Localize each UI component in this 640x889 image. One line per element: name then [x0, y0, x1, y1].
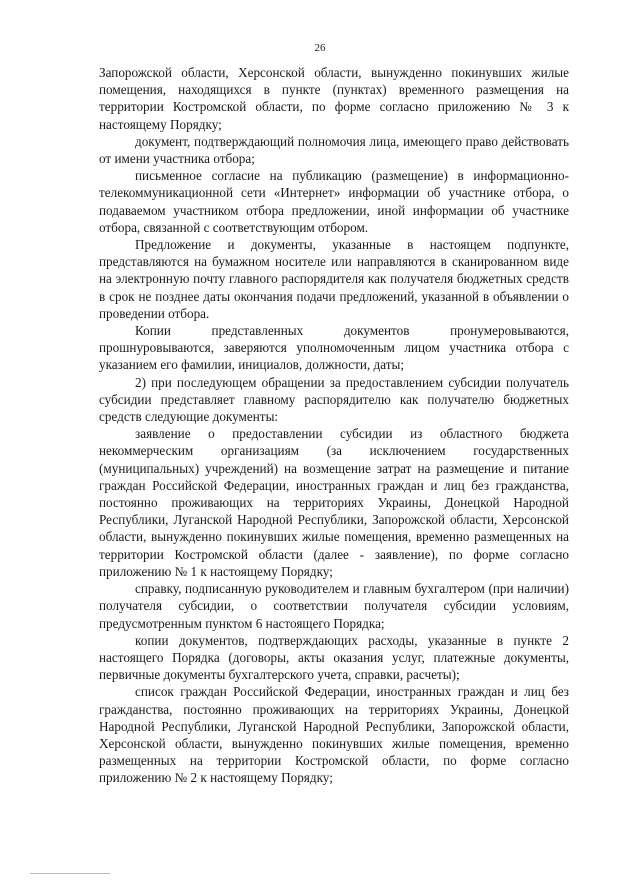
paragraph: Копии представленных документов пронумеровываются, прошнуровываются, заверяются уполномоченным лицом участника отбора с указанием его фамилии, инициалов, должности, даты; — [99, 323, 569, 373]
paragraph: копии документов, подтверждающих расходы, указанные в пункте 2 настоящего Порядка (договоры, акты оказания услуг, платежные документы, первичные документы бухгалтерского учета, справки, расчеты); — [99, 632, 569, 683]
paragraph: список граждан Российской Федерации, иностранных граждан и лиц без гражданства, постоянно проживающих на территориях Украины, Донецкой Народной Республики, Луганской Народной Республики, Запорожской области, Херсонской области, вынужденно покинувших жилые помещения, временно размещенных на территории Костромской области, по форме согласно приложению № 2 к настоящему Порядку; — [99, 684, 569, 786]
page-number: 26 — [314, 42, 326, 54]
paragraph: письменное согласие на публикацию (размещение) в информационно-телекоммуникационной сети «Интернет» информации об участнике отбора, о подаваемом участником отбора предложении, иной информации об участнике отбора, связанной с соответствующим отбором. — [99, 168, 569, 235]
document-body — [99, 64, 569, 787]
paragraph: 2) при последующем обращении за предоставлением субсидии получатель субсидии представляет главному распорядителю как получателю бюджетных средств следующие документы: — [99, 374, 569, 425]
paragraph: справку, подписанную руководителем и главным бухгалтером (при наличии) получателя субсидии, о соответствии получателя субсидии условиям, предусмотренным пунктом 6 настоящего Порядка; — [99, 581, 569, 631]
footer-rule — [30, 873, 110, 874]
paragraph: Предложение и документы, указанные в настоящем подпункте, представляются на бумажном носителе или направляются в сканированном виде на электронную почту главного распорядителя как получателя бюджетных средств в срок не позднее даты окончания подачи предложений, указанной в объявлении о проведении отбора. — [99, 237, 569, 321]
paragraph: заявление о предоставлении субсидии из областного бюджета некоммерческим организациям (за исключением государственных (муниципальных) учреждений) на возмещение затрат на размещение и питание граждан Российской Федерации, иностранных граждан и лиц без гражданства, постоянно проживающих на территориях Украины, Донецкой Народной Республики, Луганской Народной Республики, Запорожской области, Херсонской области, вынужденно покинувших жилые помещения, временно размещенных на территории Костромской области (далее - заявление), по форме согласно приложению № 1 к настоящему Порядку; — [99, 426, 569, 579]
paragraph: Запорожской области, Херсонской области, вынужденно покинувших жилые помещения, находящихся в пункте (пунктах) временного размещения на территории Костромской области, по форме согласно приложению № 3 к настоящему Порядку; — [99, 65, 569, 132]
paragraph: документ, подтверждающий полномочия лица, имеющего право действовать от имени участника отбора; — [99, 133, 569, 167]
